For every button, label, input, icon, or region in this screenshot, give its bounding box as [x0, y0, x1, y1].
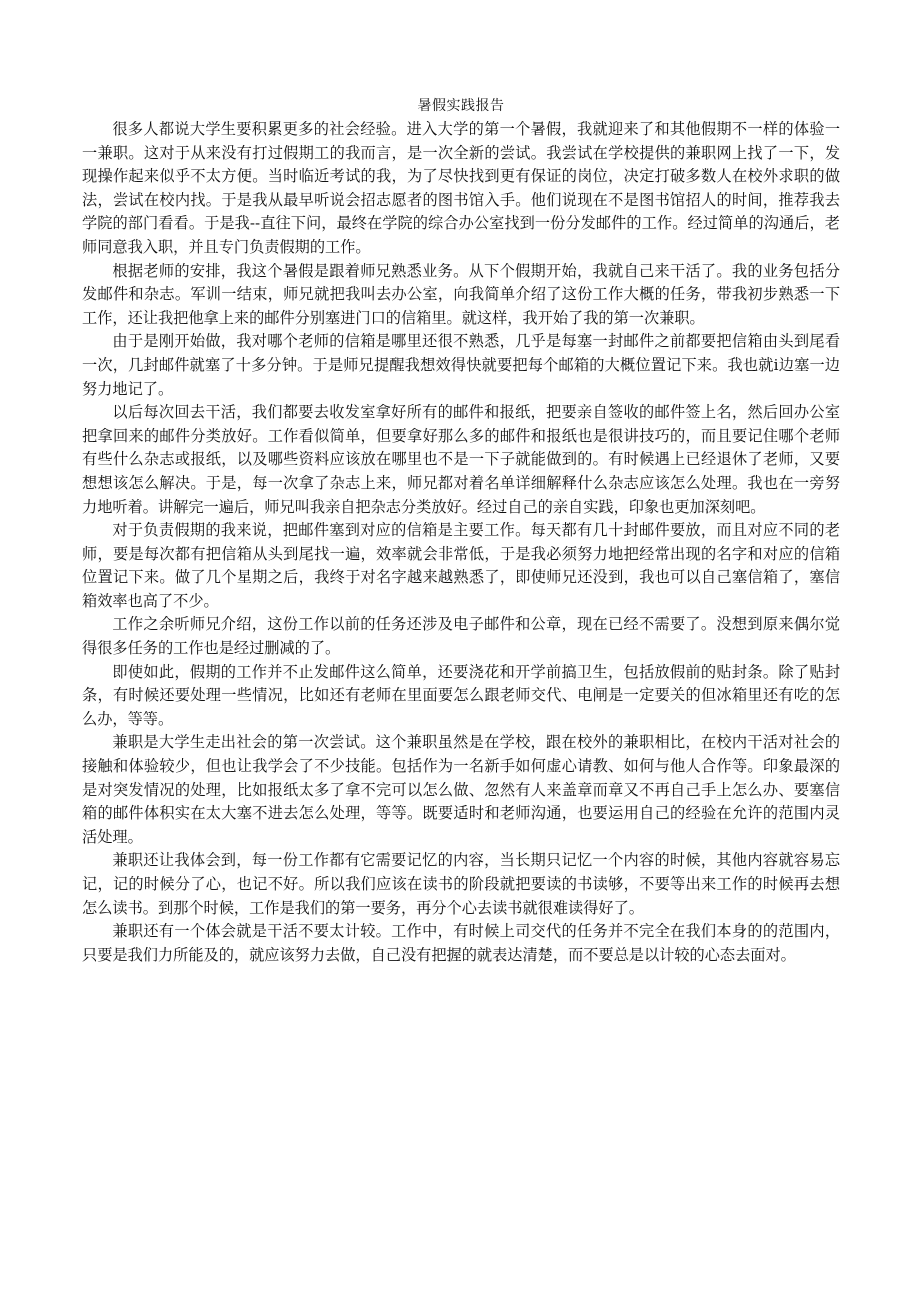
paragraph-9: 兼职还让我体会到，每一份工作都有它需要记忆的内容，当长期只记忆一个内容的时候，其他内容就容易忘记，记的时候分了心，也记不好。所以我们应该在读书的阶段就把要读的书读够，不要等出来工作的时候再去想怎么读书。到那个时候，工作是我们的第一要务，再分个心去读书就很难读得好了。	[82, 851, 840, 917]
paragraph-5: 对于负责假期的我来说，把邮件塞到对应的信箱是主要工作。每天都有几十封邮件要放，而且对应不同的老师，要是每次都有把信箱从头到尾找一遍，效率就会非常低，于是我必须努力地把经常出现的名字和对应的信箱位置记下来。做了几个星期之后，我终于对名字越来越熟悉了，即使师兄还没到，我也可以自己塞信箱了，塞信箱效率也高了不少。	[82, 521, 840, 610]
paragraph-10: 兼职还有一个体会就是干活不要太计较。工作中，有时候上司交代的任务并不完全在我们本身的的范围内，只要是我们力所能及的，就应该努力去做，自己没有把握的就表达清楚，而不要总是以计较的心态去面对。	[82, 922, 840, 964]
document-page	[82, 96, 840, 967]
paragraph-1: 很多人都说大学生要积累更多的社会经验。进入大学的第一个暑假，我就迎来了和其他假期不一样的体验一一兼职。这对于从来没有打过假期工的我而言，是一次全新的尝试。我尝试在学校提供的兼职网上找了一下，发现操作起来似乎不太方便。当时临近考试的我，为了尽快找到更有保证的岗位，决定打破多数人在校外求职的做法，尝试在校内找。于是我从最早听说会招志愿者的图书馆入手。他们说现在不是图书馆招人的时间，推荐我去学院的部门看看。于是我--直往下问，最终在学院的综合办公室找到一份分发邮件的工作。经过简单的沟通后，老师同意我入职，并且专门负责假期的工作。	[82, 120, 840, 256]
paragraph-6: 工作之余听师兄介绍，这份工作以前的任务还涉及电子邮件和公章，现在已经不需要了。没想到原来偶尔觉得很多任务的工作也是经过删减的了。	[82, 615, 840, 658]
paragraph-8: 兼职是大学生走出社会的第一次尝试。这个兼职虽然是在学校，跟在校外的兼职相比，在校内干活对社会的接触和体验较少，但也让我学会了不少技能。包括作为一名新手如何虚心请教、如何与他人合作等。印象最深的是对突发情况的处理，比如报纸太多了拿不完可以怎么做、忽然有人来盖章而章又不再自己手上怎么办、要塞信箱的邮件体积实在太大塞不进去怎么处理，等等。既要适时和老师沟通，也要运用自己的经验在允许的范围内灵活处理。	[82, 733, 840, 846]
paragraph-4: 以后每次回去干活，我们都要去收发室拿好所有的邮件和报纸，把要亲自签收的邮件签上名，然后回办公室把拿回来的邮件分类放好。工作看似简单，但要拿好那么多的邮件和报纸也是很讲技巧的，而且要记住哪个老师有些什么杂志或报纸，以及哪些资料应该放在哪里也不是一下子就能做到的。有时候遇上已经退休了老师，又要想想该怎么解决。于是，每一次拿了杂志上来，师兄都对着名单详细解释什么杂志应该怎么处理。我也在一旁努力地听着。讲解完一遍后，师兄叫我亲自把杂志分类放好。经过自己的亲自实践，印象也更加深刻吧。	[82, 403, 840, 516]
paragraph-3: 由于是刚开始做，我对哪个老师的信箱是哪里还很不熟悉，几乎是每塞一封邮件之前都要把信箱由头到尾看一次，几封邮件就塞了十多分钟。于是师兄提醒我想效得快就要把每个邮箱的大概位置记下来。我也就i边塞一边努力地记了。	[82, 332, 840, 398]
document-title: 暑假实践报告	[417, 98, 505, 114]
paragraph-2: 根据老师的安排，我这个暑假是跟着师兄熟悉业务。从下个假期开始，我就自己来干活了。我的业务包括分发邮件和杂志。军训一结束，师兄就把我叫去办公室，向我简单介绍了这份工作大概的任务，带我初步熟悉一下工作，还让我把他拿上来的邮件分别塞进门口的信箱里。就这样，我开始了我的第一次兼职。	[82, 261, 840, 327]
paragraph-7: 即使如此，假期的工作并不止发邮件这么简单，还要浇花和开学前搞卫生，包括放假前的贴封条。除了贴封条，有时候还要处理一些情况，比如还有老师在里面要怎么跟老师交代、电闸是一定要关的但冰箱里还有吃的怎么办，等等。	[82, 662, 840, 728]
